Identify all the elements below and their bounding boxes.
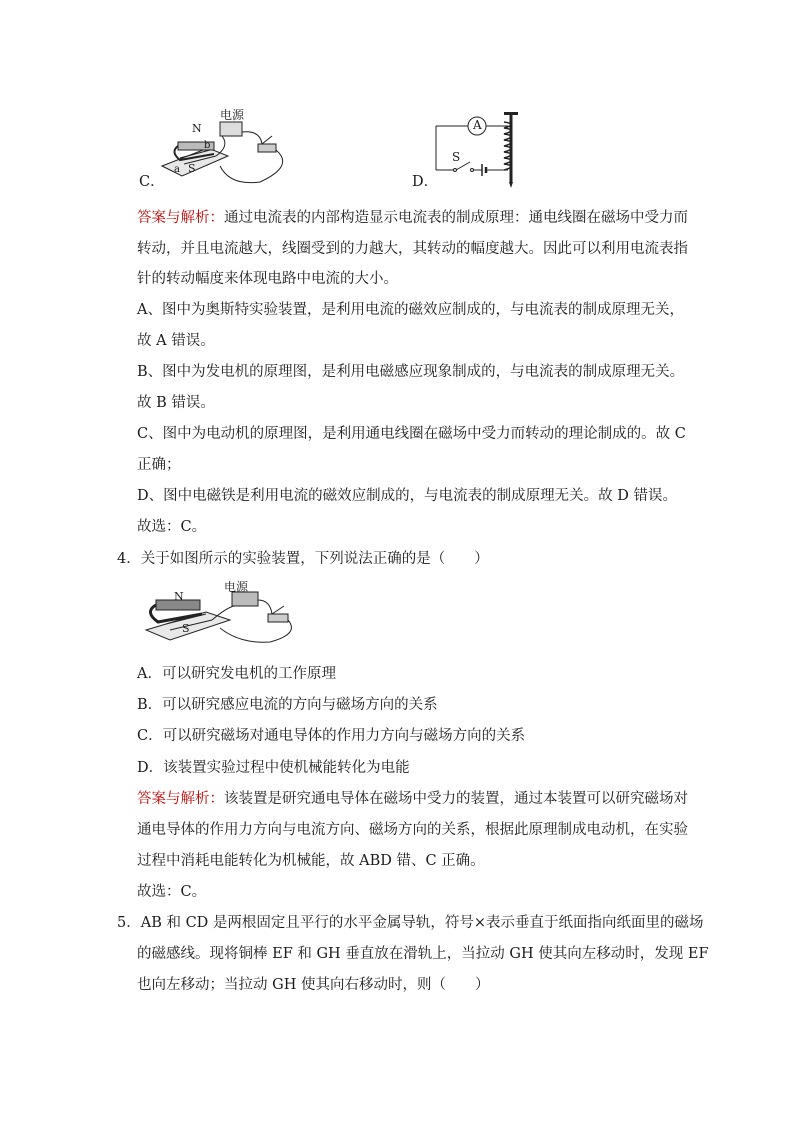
answer-prefix: 答案与解析： — [137, 210, 224, 226]
q5-line-3: 也向左移动；当拉动 GH 使其向右移动时，则（ ） — [137, 977, 490, 993]
q4-answer-prefix: 答案与解析： — [137, 791, 224, 807]
ammeter-label: A — [473, 118, 482, 132]
q3-answer-line-8: C、图中为电动机的原理图，是利用通电线圈在磁场中受力而转动的理论制成的。故 C — [137, 426, 686, 442]
label-power: 电源 — [220, 108, 245, 122]
q4-n-label: N — [174, 590, 184, 603]
figure-q4 — [140, 578, 300, 646]
label-a: a — [174, 164, 180, 175]
q4-answer-line-2: 通电导体的作用力方向与电流方向、磁场方向的关系，根据此原理制成电动机，在实验 — [137, 822, 688, 838]
figure-d — [432, 106, 532, 188]
label-n: N — [192, 122, 202, 135]
q5-line-1: 5．AB 和 CD 是两根固定且平行的水平金属导轨，符号×表示垂直于纸面指向纸面里的磁场 — [117, 915, 704, 931]
q4-answer-line-4: 故选：C。 — [137, 884, 207, 900]
q4-option-c: C．可以研究磁场对通电导体的作用力方向与磁场方向的关系 — [137, 728, 526, 744]
q3-answer-line-2: 转动，并且电流越大，线圈受到的力越大，其转动的幅度越大。因此可以利用电流表指 — [137, 241, 688, 257]
q3-answer-line-4: A、图中为奥斯特实验装置，是利用电流的磁效应制成的，与电流表的制成原理无关， — [137, 302, 684, 318]
magnetic-force-apparatus-diagram — [140, 578, 300, 646]
q4-power-label: 电源 — [224, 580, 249, 594]
q5-line-2: 的磁感线。现将铜棒 EF 和 GH 垂直放在滑轨上，当拉动 GH 使其向左移动时，发现 EF — [137, 946, 709, 962]
q3-answer-line-7: 故 B 错误。 — [137, 395, 215, 411]
q4-stem: 4．关于如图所示的实验装置，下列说法正确的是（ ） — [117, 551, 489, 567]
q4-option-d: D．该装置实验过程中使机械能转化为电能 — [137, 760, 410, 776]
option-c-label: C． — [139, 174, 165, 190]
label-b: b — [204, 140, 211, 151]
q4-option-b: B．可以研究感应电流的方向与磁场方向的关系 — [137, 697, 438, 713]
label-s: S — [188, 162, 196, 175]
option-d-label: D． — [412, 174, 439, 190]
q3-answer-line-3: 针的转动幅度来体现电路中电流的大小。 — [137, 271, 398, 287]
figure-c — [150, 106, 290, 186]
q3-answer-line-1: 答案与解析：通过电流表的内部构造显示电流表的制成原理：通电线圈在磁场中受力而 — [137, 210, 688, 226]
q4-s-label: S — [182, 622, 190, 635]
q4-answer-line-3: 过程中消耗电能转化为机械能，故 ABD 错、C 正确。 — [137, 853, 485, 869]
q3-answer-line-5: 故 A 错误。 — [137, 333, 215, 349]
electromagnet-circuit-diagram-d — [432, 106, 532, 188]
switch-label: S — [452, 150, 461, 164]
q3-answer-line-11: 故选：C。 — [137, 519, 207, 535]
q3-answer-line-9: 正确； — [137, 457, 181, 473]
q3-answer-line-10: D、图中电磁铁是利用电流的磁效应制成的，与电流表的制成原理无关。故 D 错误。 — [137, 488, 677, 504]
q4-option-a: A．可以研究发电机的工作原理 — [137, 666, 336, 682]
q4-answer-line-1: 答案与解析：该装置是研究通电导体在磁场中受力的装置，通过本装置可以研究磁场对 — [137, 791, 688, 807]
q3-answer-line-6: B、图中为发电机的原理图，是利用电磁感应现象制成的，与电流表的制成原理无关。 — [137, 364, 685, 380]
